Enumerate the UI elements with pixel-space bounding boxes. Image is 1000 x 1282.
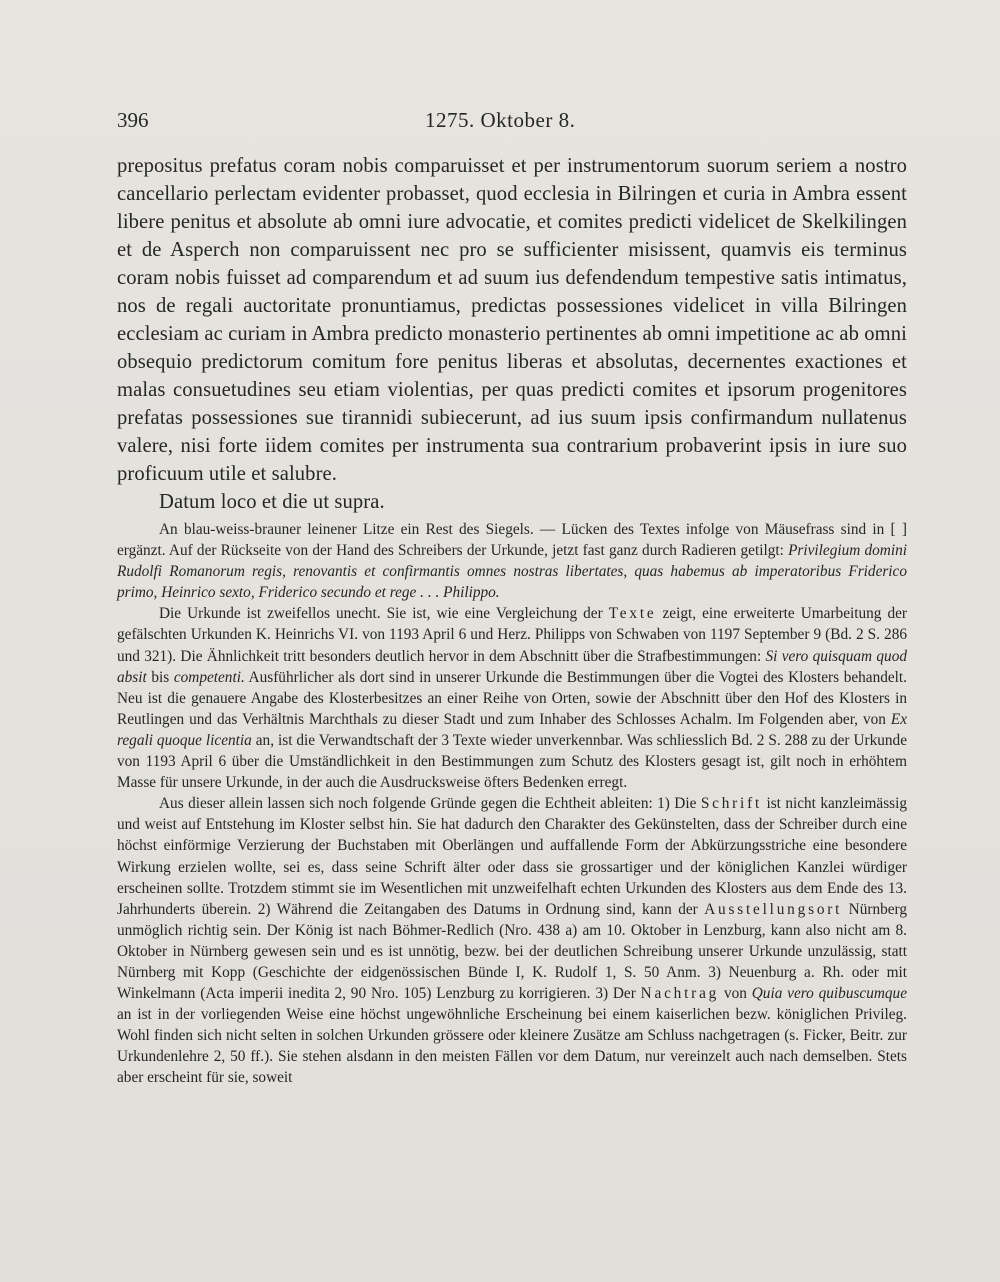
note-text: bis [146,668,174,686]
charter-text [117,152,907,516]
note-quote: Ex regali quoque licentia [117,710,907,749]
note-paragraph-seal [117,519,907,603]
page-number: 396 [117,108,149,132]
note-text: zeigt, eine erweiterte Umarbeitung der gefälschten Urkunden K. Heinrichs VI. von 1193 April 6 und Herz. Philipps von Schwaben von 1197 September 9 (Bd. 2 S. 286 und 321). Die Ähnlichkeit tritt besonders deutlich hervor in dem Abschnitt über die Strafbestimmungen: [117,605,907,665]
note-text: Nürnberg unmöglich richtig sein. Der König ist nach Böhmer-Redlich (Nro. 438 a) am 10. Oktober in Lenzburg, kann also nicht am 8. Oktober in Nürnberg gewesen sein und es ist unnötig, bezw. bei der deutlichen Schreibung unserer Urkunde unzulässig, statt Nürnberg mit Kopp (Geschichte der eidgenössischen Bünde I, K. Rudolf 1, S. 50 Anm. 3) Neuenburg a. Rh. oder mit Winkelmann (Acta imperii inedita 2, 90 Nro. 105) Lenzburg zu korrigieren. 3) Der [117,900,907,1003]
note-text: an ist in der vorliegenden Weise eine höchst ungewöhnliche Erscheinung bei einem kaiserlichen bezw. königlichen Privileg. Wohl finden sich nicht selten in solchen Urkunden grössere oder kleinere Zusätze am Schluss nachgetragen (s. Ficker, Beitr. zur Urkundenlehre 2, 50 ff.). Sie stehen alsdann in den meisten Fällen vor dem Datum, nur vereinzelt auch nach demselben. Stets aber erscheint für sie, soweit [117,1006,907,1087]
page-header [117,108,907,144]
charter-body: prepositus prefatus coram nobis comparuisset et per instrumentorum suorum seriem a nostro cancellario perlectam evidenter probasset, quod ecclesia in Bilringen et curia in Ambra essent libere penitus et absolute ab omni iure advocatie, et comites predicti videlicet de Skelkilingen et de Asperch non comparuissent nec pro se sufficienter misissent, quamvis eis terminus coram nobis fuisset ad comparendum et ad suum ius defendendum tempestive satis intimatus, nos de regali auctoritate pronuntiamus, predictas possessiones videlicet in villa Bilringen ecclesiam ac curiam in Ambra predicto monasterio pertinentes ab omni impetitione ac ab omni obsequio predictorum comitum fore penitus liberas et absolutas, decernentes exactiones et malas consuetudines seu etiam violentias, per quas predicti comites et ipsorum progenitores prefatas possessiones sue tirannidi subiecerunt, ad ius suum ipsis confirmandum nullatenus valere, nisi forte iidem comites per instrumenta sua contrarium probaverint ipsis in iure suo proficuum utile et salubre. [117,155,907,485]
note-quote: Si vero quisquam quod absit [117,647,907,686]
note-text: von [719,985,752,1003]
note-emphasis: Nachtrag [640,985,720,1003]
note-emphasis: Schrift [700,795,763,813]
note-text: ist nicht kanzleimässig und weist auf Entstehung im Kloster selbst hin. Sie hat dadurch den Charakter des Gekünstelten, dass der Schreiber durch eine höchst einförmige Verzierung der Buchstaben mit Oberlängen und auffallende Form der Abkürzungsstriche eine besondere Wirkung erzielen wollte, sei es, dass seine Schrift älter oder dass sie grossartiger und der königlichen Kanzlei würdiger erscheinen sollte. Trotzdem stimmt sie im Wesentlichen mit unzweifelhaft echten Urkunden des Klosters aus dem Ende des 13. Jahrhunderts überein. 2) Während die Zeitangaben des Datums in Ordnung sind, kann der [117,795,907,918]
note-quote: Quia vero quibuscumque [751,985,907,1003]
editorial-notes [117,519,907,1089]
note-text: an, ist die Verwandtschaft der 3 Texte wieder unverkennbar. Was schliesslich Bd. 2 S. 288 zu der Urkunde von 1193 April 6 über die Umständlichkeit in den Bestimmungen zum Schutz des Klosters gesagt ist, gilt noch in erhöhtem Masse für unsere Urkunde, in der auch die Ausdrucksweise öfters Bedenken erregt. [117,731,907,792]
note-quote: Privilegium domini Rudolfi Romanorum regis, renovantis et confirmantis omnes nostras libertates, quas habemus ab imperatoribus Friderico primo, Heinrico sexto, Friderico secundo et rege . . . Philippo. [117,542,907,602]
note-paragraph-authenticity [117,603,907,793]
note-emphasis: Ausstellungsort [704,900,843,918]
note-text: An blau-weiss-brauner leinener Litze ein Rest des Siegels. — Lücken des Textes infolge von Mäusefrass sind in [ ] ergänzt. Auf der Rückseite von der Hand des Schreibers der Urkunde, jetzt fast ganz durch Radieren getilgt: [117,521,907,560]
note-text: Die Urkunde ist zweifellos unecht. Sie ist, wie eine Vergleichung der [159,605,609,623]
note-emphasis: Texte [608,605,657,623]
running-head: 1275. Oktober 8. [425,108,576,132]
note-text: Ausführlicher als dort sind in unserer Urkunde die Bestimmungen über die Vogtei des Klosters behandelt. Neu ist die genauere Angabe des Klosterbesitzes an einer Reihe von Orten, sowie der Abschnitt über den Hof des Klosters in Reutlingen und das Verhältnis Marchthals zu dieser Stadt und zum Inhaber des Schlosses Achalm. Im Folgenden aber, von [117,668,907,728]
note-paragraph-reasons [117,793,907,1088]
note-quote: competenti. [173,668,245,686]
charter-datum: Datum loco et die ut supra. [159,491,385,513]
note-text: Aus dieser allein lassen sich noch folgende Gründe gegen die Echtheit ableiten: 1) Die [159,795,701,813]
